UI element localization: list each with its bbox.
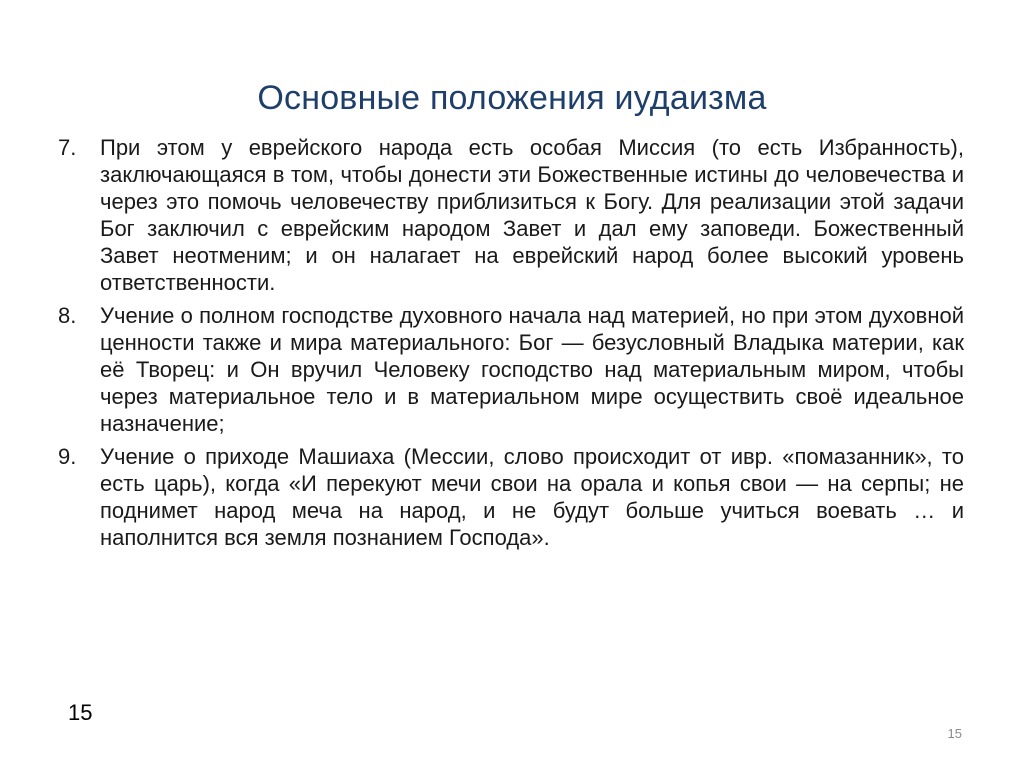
list-item-text: Учение о приходе Машиаха (Мессии, слово происходит от ивр. «помазанник», то есть царь), когда «И перекуют мечи свои на орала и копья свои — на серпы; не поднимет народ меча на народ, и не будут больше учиться воевать … и наполнится вся земля познанием Господа».	[100, 444, 964, 550]
slide-title: Основные положения иудаизма	[257, 79, 767, 117]
list-item-number: 9.	[58, 444, 77, 469]
list-item-text: Учение о полном господстве духовного начала над материей, но при этом духовной ценности также и мира материального: Бог — безусловный Владыка материи, как её Творец: и Он вручил Человеку господство над материальным миром, чтобы через материальное тело и в материальном мире осуществить своё идеальное назначение;	[100, 303, 964, 436]
slide-number: 15	[68, 700, 93, 725]
list-item-number: 7.	[58, 135, 77, 160]
list-item-8	[58, 302, 964, 437]
list-item-9	[58, 443, 964, 551]
slide-body	[58, 134, 964, 557]
list-item-text: При этом у еврейского народа есть особая Миссия (то есть Избранность), заключающаяся в том, чтобы донести эти Божественные истины до человечества и через это помочь человечеству приблизиться к Богу. Для реализации этой задачи Бог заключил с еврейским народом Завет и дал ему заповеди. Божественный Завет неотменим; и он налагает на еврейский народ более высокий уровень ответственности.	[100, 135, 964, 295]
footer-page-number: 15	[947, 726, 962, 741]
list-item-number: 8.	[58, 303, 77, 328]
list-item-7	[58, 134, 964, 296]
